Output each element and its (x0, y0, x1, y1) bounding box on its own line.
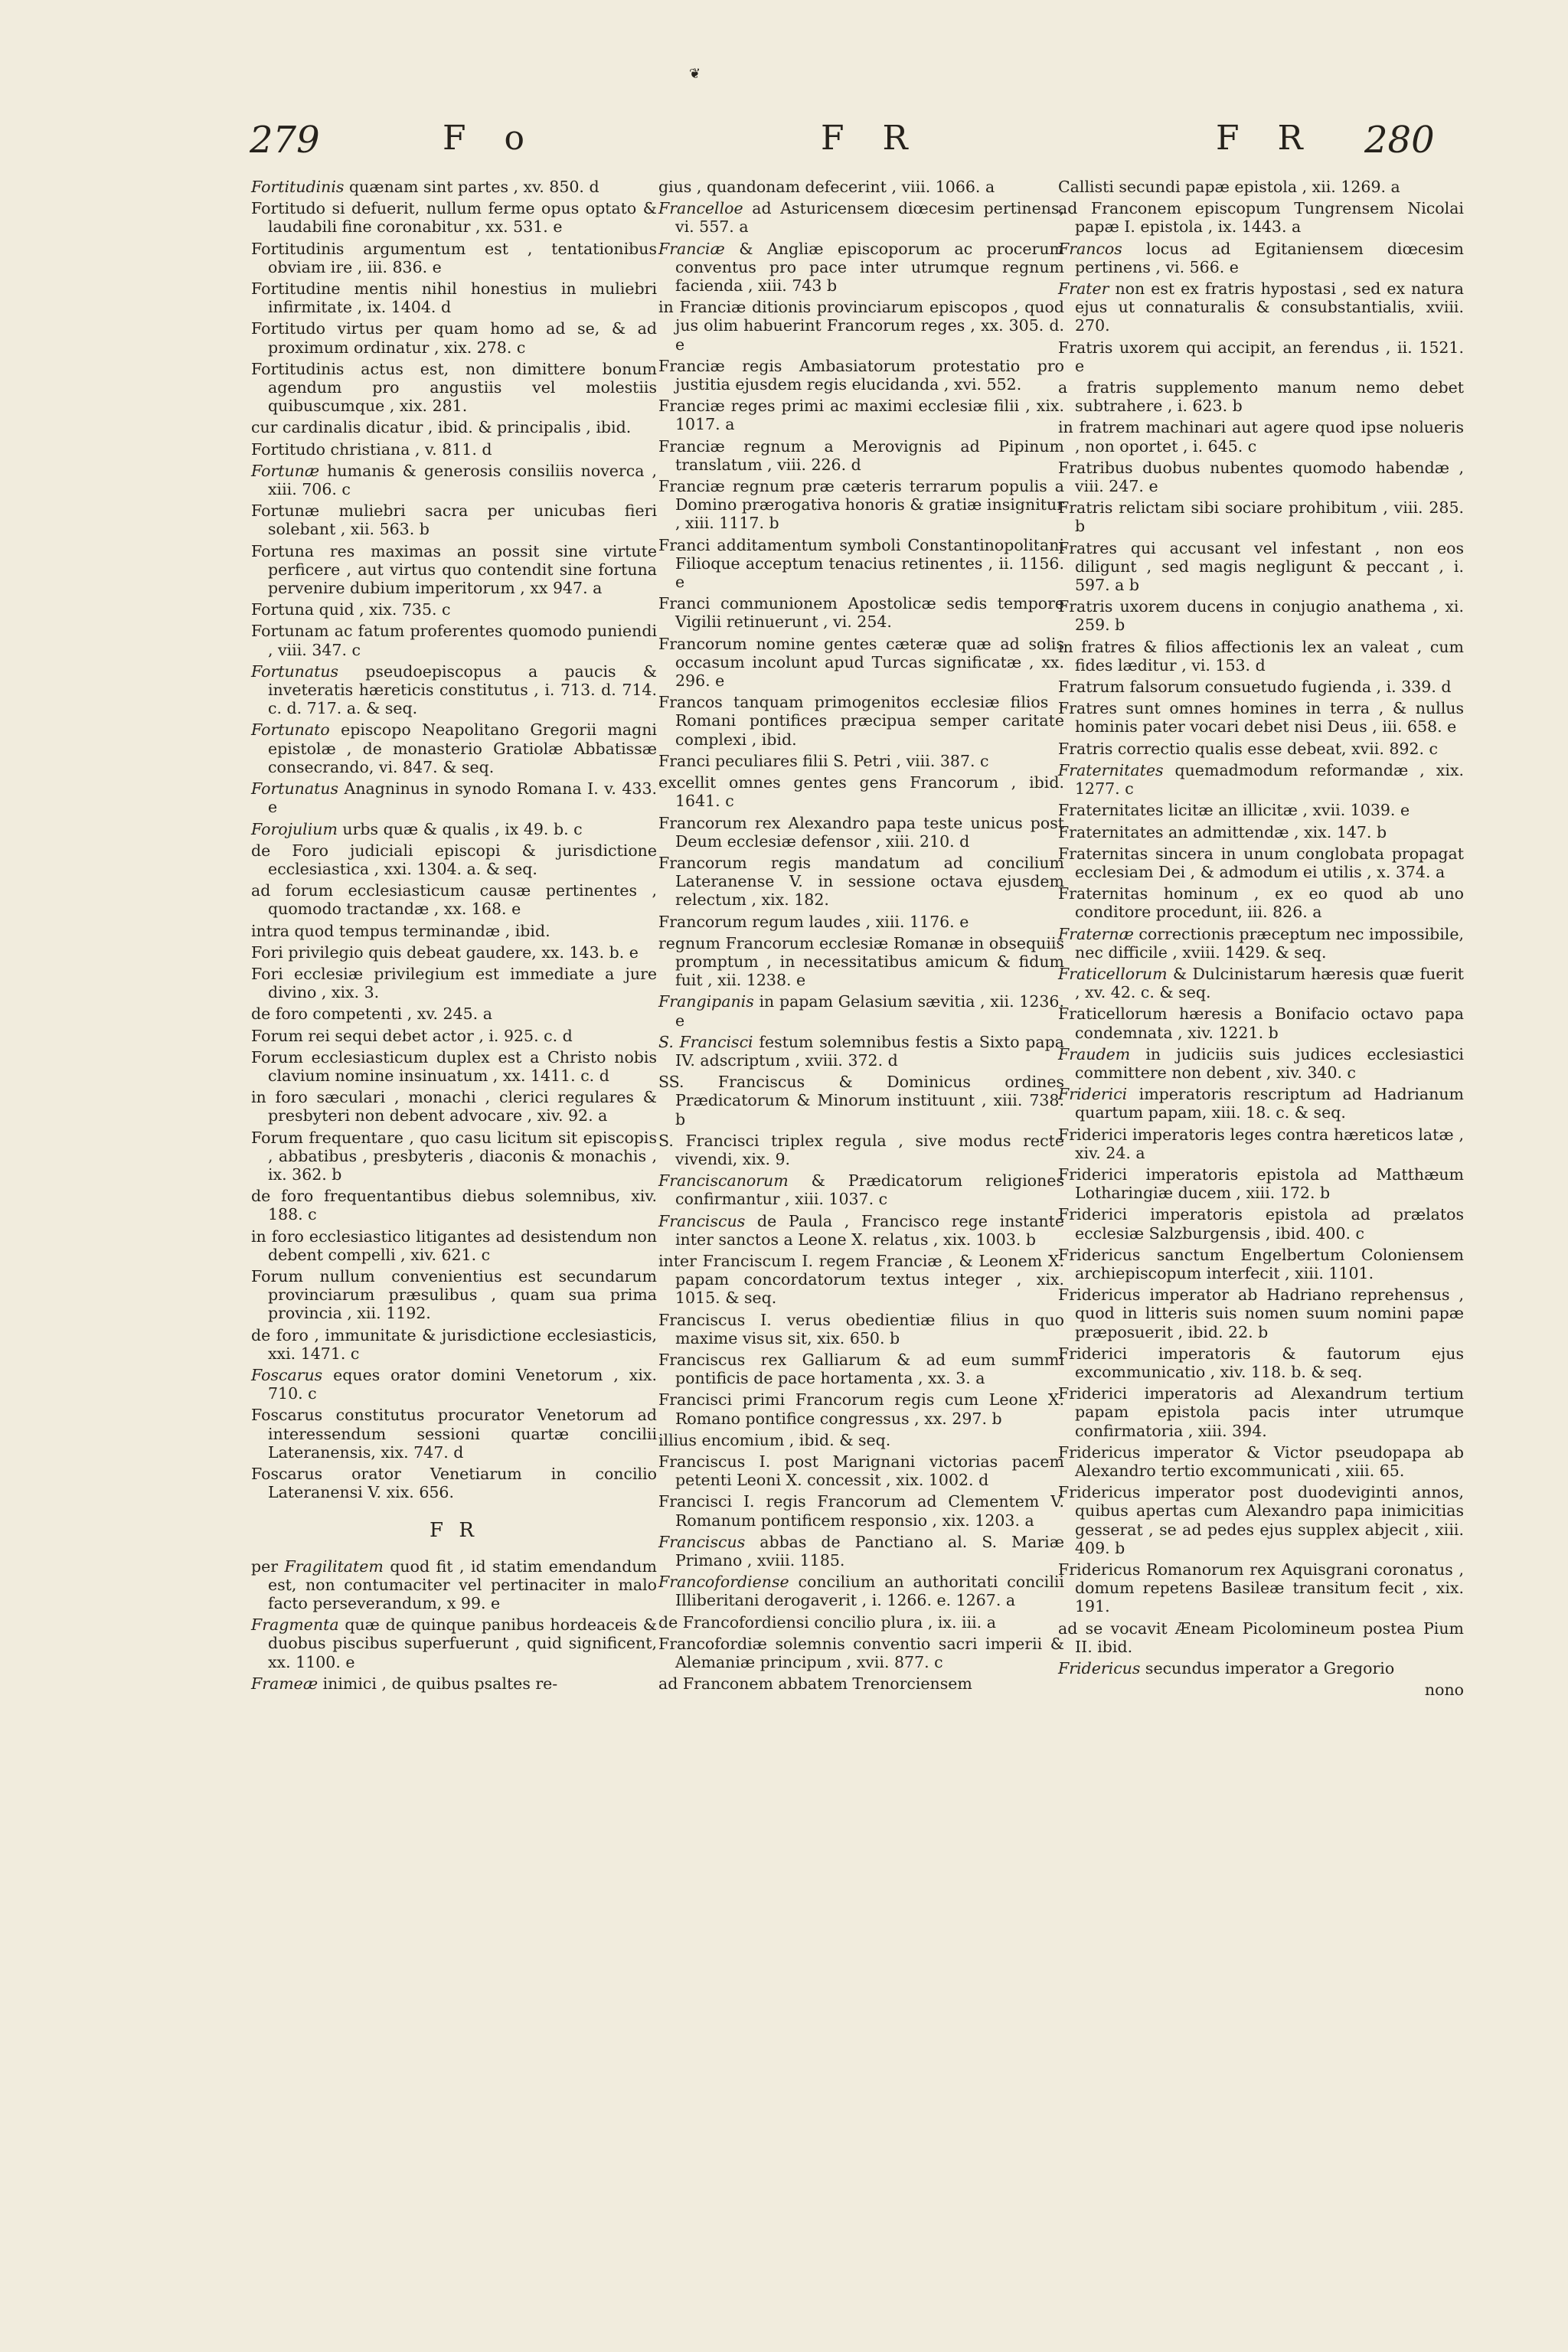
entry-text: Fratribus duobus nubentes quomodo habendæ , viii. 247. e (1058, 458, 1464, 496)
column-middle (658, 178, 1064, 1696)
entry-text: Fortunam ac fatum proferentes quomodo puniendi , viii. 347. c (251, 622, 657, 659)
index-entry (1058, 823, 1464, 841)
index-entry (658, 1252, 1064, 1308)
header-letters-middle: F R (821, 119, 922, 158)
index-entry (658, 536, 1064, 592)
index-entry (1058, 740, 1464, 758)
index-entry (251, 1465, 657, 1501)
index-entry (658, 1351, 1064, 1387)
entry-headword: Fortunatus (251, 662, 339, 681)
entry-headword: S. Francisci (658, 1032, 753, 1051)
entry-text: Fridericus imperator & Victor pseudopapa ab Alexandro tertio excommunicati , xiii. 65. (1058, 1442, 1464, 1480)
entry-text: Franci additamentum symboli Constantinopolitani Filioque acceptum tenacius retinentes , ii. 1156. e (658, 535, 1064, 592)
index-entry (251, 199, 657, 236)
index-entry (251, 1004, 657, 1023)
index-entry (251, 178, 657, 196)
entry-headword: Franciscus (658, 1532, 746, 1551)
index-entry (658, 693, 1064, 749)
entry-text: Fratris correctio qualis esse debeat, xvii. 892. c (1058, 739, 1439, 758)
entry-text: SS. Franciscus & Dominicus ordines Prædicatorum & Minorum instituunt , xiii. 738. b (658, 1073, 1064, 1129)
entry-text: Fortitudinis actus est, non dimittere bonum agendum pro angustiis vel molestiis quibuscumque , xix. 281. (251, 359, 657, 416)
entry-text: quænam sint partes , xv. 850. d (344, 178, 599, 196)
index-entry (251, 820, 657, 838)
index-entry (1058, 597, 1464, 634)
column-right-entries (1058, 178, 1464, 1677)
index-entry (1058, 761, 1464, 798)
entry-text: Francorum rex Alexandro papa teste unicus post Deum ecclesiæ defensor , xiii. 210. d (658, 813, 1064, 851)
ornament-icon: ❦ (689, 66, 701, 82)
index-entry (251, 1615, 657, 1671)
entry-text: Callisti secundi papæ epistola , xii. 1269. a (1058, 178, 1400, 196)
entry-headword: Francofordiense (658, 1573, 789, 1592)
entry-text: in fratrem machinari aut agere quod ipse nolueris , non oportet , i. 645. c (1058, 418, 1464, 456)
entry-text: & Dulcinistarum hæresis quæ fuerit , xv. 42. c. & seq. (1075, 964, 1464, 1002)
index-entry (251, 542, 657, 598)
index-entry (658, 1533, 1064, 1570)
entry-text: quod fit , id statim emendandum est, non contumaciter vel pertinaciter in malo facto perseverandum, x 99. e (268, 1557, 657, 1613)
entry-text: Fratris uxorem ducens in conjugio anathema , xi. 259. b (1058, 597, 1464, 635)
index-entry (1058, 1483, 1464, 1557)
index-entry (658, 854, 1064, 910)
entry-text: gius , quandonam defecerint , viii. 1066. a (658, 178, 995, 196)
entry-text: Foscarus orator Venetiarum in concilio Lateranensi V. xix. 656. (251, 1465, 657, 1502)
entry-text: Fraternitates licitæ an illicitæ , xvii. 1039. e (1058, 801, 1410, 820)
entry-text: intra quod tempus terminandæ , ibid. (251, 921, 550, 940)
index-entry (1058, 1619, 1464, 1656)
index-entry (1058, 178, 1464, 196)
entry-headword: Frater (1058, 279, 1109, 299)
entry-text: Fratris uxorem qui accipit, an ferendus , ii. 1521. e (1058, 338, 1464, 375)
entry-text: de Foro judiciali episcopi & jurisdictione ecclesiastica , xxi. 1304. a. & seq. (251, 841, 657, 878)
entry-text: Friderici imperatoris epistola ad prælatos ecclesiæ Salzburgensis , ibid. 400. c (1058, 1205, 1464, 1243)
page-number-right: 280 (1364, 119, 1435, 162)
index-entry (658, 752, 1064, 770)
entry-text: Fratres sunt omnes homines in terra , & nullus hominis pater vocari debet nisi Deus , iii. 658. e (1058, 699, 1464, 737)
page-number-left: 279 (250, 119, 320, 162)
entry-text: ad Franconem episcopum Tungrensem Nicolai papæ I. epistola , ix. 1443. a (1058, 199, 1464, 237)
entry-text: Francofordiæ solemnis conventio sacri imperii & Alemaniæ principum , xvii. 877. c (658, 1634, 1064, 1672)
index-entry (1058, 199, 1464, 236)
index-entry (251, 779, 657, 816)
index-entry (251, 600, 657, 619)
entry-text: Francorum regum laudes , xiii. 1176. e (658, 912, 969, 931)
index-entry (1058, 1384, 1464, 1440)
index-entry (1058, 378, 1464, 415)
index-entry (251, 943, 657, 962)
index-entry (251, 1674, 657, 1693)
entry-headword: Fraternitates (1058, 760, 1164, 779)
entry-text: quemadmodum reformandæ , xix. 1277. c (1075, 760, 1464, 799)
entry-text: Franciæ regis Ambasiatorum protestatio pro justitia ejusdem regis elucidanda , xvi. 552. (658, 356, 1064, 394)
entry-text: Francorum regis mandatum ad concilium Lateranense V. in sessione octava ejusdem relectum , xix. 182. (658, 853, 1064, 910)
header-letters-left: F o (443, 119, 539, 158)
entry-text: urbs quæ & qualis , ix 49. b. c (337, 819, 583, 838)
entry-text: Fratres qui accusant vel infestant , non eos diligunt , sed magis negligunt & peccant , i. 597. a b (1058, 538, 1464, 595)
column-left-entries-fr (251, 1557, 657, 1693)
entry-text: Fortuna res maximas an possit sine virtute perficere , aut virtus quo contendit sine fortuna pervenire dubium imperitorum , xx 947. a (251, 541, 657, 598)
index-entry (1058, 459, 1464, 495)
header-letters-right: F R (1216, 119, 1317, 158)
entry-text: imperatoris rescriptum ad Hadrianum quartum papam, xiii. 18. c. & seq. (1075, 1085, 1464, 1122)
entry-text: a fratris supplemento manum nemo debet subtrahere , i. 623. b (1058, 378, 1464, 416)
index-entry (1058, 678, 1464, 696)
index-entry (251, 462, 657, 498)
index-entry (658, 1635, 1064, 1671)
entry-text: regnum Francorum ecclesiæ Romanæ in obsequiis promptum , in necessitatibus amicum & fidum fuit , xii. 1238. e (658, 933, 1064, 990)
entry-text: Fortunæ muliebri sacra per unicubas fieri solebant , xii. 563. b (251, 501, 657, 539)
entry-text: Fraternitas sincera in unum conglobata propagat ecclesiam Dei , & admodum ei utilis , x. 374. a (1058, 844, 1464, 881)
index-entry (658, 199, 1064, 236)
entry-text: Fortitudo virtus per quam homo ad se, & ad proximum ordinatur , xix. 278. c (251, 319, 657, 357)
entry-headword: Fortunæ (251, 461, 320, 480)
entry-text: Fortitudo si defuerit, nullum ferme opus optato & laudabili fine coronabitur , xx. 531. e (251, 199, 657, 237)
index-entry (1058, 1085, 1464, 1122)
entry-text: secundus imperator a Gregorio (1140, 1659, 1395, 1678)
entry-text: concilium an authoritati concilii Illiberitani derogaverit , i. 1266. e. 1267. a (675, 1573, 1064, 1610)
index-entry (658, 773, 1064, 810)
entry-headword: Franciscanorum (658, 1171, 789, 1191)
entry-text: ad Asturicensem diœcesim pertinens, vi. 557. a (675, 199, 1064, 237)
index-entry (658, 1311, 1064, 1348)
entry-text: Forum rei sequi debet actor , i. 925. c. d (251, 1026, 573, 1045)
entry-text: in foro ecclesiastico litigantes ad desistendum non debent compelli , xiv. 621. c (251, 1227, 657, 1264)
index-entry (658, 913, 1064, 931)
entry-headword: Fragilitatem (284, 1557, 384, 1576)
index-entry (251, 319, 657, 356)
entry-text: Forum nullum convenientius est secundarum provinciarum præsulibus , quam sua prima provincia , xii. 1192. (251, 1266, 657, 1323)
entry-text: ad Franconem abbatem Trenorciensem (658, 1674, 972, 1694)
entry-text: Fraternitates an admittendæ , xix. 147. b (1058, 822, 1387, 841)
entry-text: & Angliæ episcoporum ac procerum conventus pro pace inter utrumque regnum facienda , xiii. 743 b (675, 239, 1064, 296)
index-entry (251, 418, 657, 436)
entry-text: Franci peculiares filii S. Petri , viii. 387. c (658, 751, 989, 770)
index-entry (251, 240, 657, 276)
index-entry (251, 440, 657, 459)
entry-text: Fori privilegio quis debeat gaudere, xx. 143. b. e (251, 942, 639, 962)
entry-text: Fridericus imperator post duodeviginti annos, quibus apertas cum Alexandro papa inimicitias gesserat , se ad pedes ejus supplex abjecit , xiii. 409. b (1058, 1483, 1464, 1557)
entry-text: Friderici imperatoris ad Alexandrum tertium papam epistola pacis inter utrumque confirmatoria , xiii. 394. (1058, 1384, 1464, 1440)
entry-text: Fortuna quid , xix. 735. c (251, 600, 451, 619)
index-entry (658, 298, 1064, 354)
index-entry (1058, 1560, 1464, 1616)
entry-text: Francisci primi Francorum regis cum Leone X. Romano pontifice congressus , xx. 297. b (658, 1390, 1064, 1428)
index-entry (658, 992, 1064, 1029)
index-entry (1058, 801, 1464, 819)
entry-text: Foscarus constitutus procurator Venetorum ad interessendum sessioni quartæ concilii Lateranensis, xix. 747. d (251, 1406, 657, 1462)
index-entry (251, 1326, 657, 1363)
index-entry (658, 1033, 1064, 1070)
entry-headword: Frangipanis (658, 992, 754, 1011)
index-entry (251, 360, 657, 416)
index-entry (251, 1406, 657, 1462)
index-entry (658, 1492, 1064, 1529)
index-entry (1058, 1125, 1464, 1162)
index-entry (251, 1027, 657, 1045)
entry-text: Forum frequentare , quo casu licitum sit episcopis , abbatibus , presbyteris , diaconis & monachis , ix. 362. b (251, 1128, 657, 1184)
index-entry (251, 662, 657, 718)
entry-text: in papam Gelasium sævitia , xii. 1236. e (675, 992, 1064, 1030)
index-entry (251, 279, 657, 316)
entry-headword: Forojulium (251, 819, 338, 838)
entry-text: Friderici imperatoris leges contra hæreticos latæ , xiv. 24. a (1058, 1125, 1464, 1162)
entry-text: Fratrum falsorum consuetudo fugienda , i. 339. d (1058, 678, 1452, 697)
entry-headword: Francelloe (658, 199, 743, 218)
entry-text: Friderici imperatoris epistola ad Matthæum Lotharingiæ ducem , xiii. 172. b (1058, 1165, 1464, 1203)
index-entry (1058, 240, 1464, 276)
index-entry (658, 477, 1064, 533)
index-entry (658, 934, 1064, 990)
entry-text: in Franciæ ditionis provinciarum episcopos , quod jus olim habuerint Francorum reges , xx. 305. d. e (658, 298, 1064, 354)
entry-text: de foro frequentantibus diebus solemnibus, xiv. 188. c (251, 1187, 657, 1224)
index-entry (251, 841, 657, 878)
index-entry (251, 1048, 657, 1085)
entry-text: de foro , immunitate & jurisdictione ecclesiasticis, xxi. 1471. c (251, 1325, 657, 1363)
entry-headword: Franciæ (658, 239, 725, 258)
index-entry (251, 881, 657, 918)
entry-text: illius encomium , ibid. & seq. (658, 1430, 891, 1449)
entry-text: episcopo Neapolitano Gregorii magni epistolæ , de monasterio Gratiolæ Abbatissæ consecrando, vi. 847. & seq. (268, 720, 657, 776)
index-entry (251, 1129, 657, 1184)
entry-text: Francisci I. regis Francorum ad Clementem V. Romanum pontificem responsio , xix. 1203. a (658, 1492, 1064, 1530)
entry-headword: Fortunato (251, 720, 330, 740)
entry-text: Friderici imperatoris & fautorum ejus excommunicatio , xiv. 118. b. & seq. (1058, 1344, 1464, 1381)
entry-text: abbas de Panctiano al. S. Mariæ Primano , xviii. 1185. (675, 1532, 1064, 1570)
index-entry (658, 1132, 1064, 1168)
index-entry (658, 397, 1064, 433)
entry-headword: Frameæ (251, 1674, 318, 1693)
index-entry (251, 622, 657, 658)
entry-text: inimici , de quibus psaltes re- (318, 1674, 558, 1693)
column-middle-entries (658, 178, 1064, 1693)
entry-headword: Foscarus (251, 1365, 323, 1384)
entry-text: Fraternitas hominum , ex eo quod ab uno conditore procedunt, iii. 826. a (1058, 884, 1464, 922)
index-entry (1058, 925, 1464, 962)
entry-text: Fori ecclesiæ privilegium est immediate a jure divino , xix. 3. (251, 964, 657, 1002)
entry-text: Fridericus sanctum Engelbertum Coloniensem archiepiscopum interfecit , xiii. 1101. (1058, 1245, 1464, 1282)
index-entry (1058, 1443, 1464, 1480)
entry-headword: Franciscus (658, 1211, 746, 1230)
index-entry (251, 501, 657, 538)
column-left (251, 178, 657, 1696)
index-entry (658, 1390, 1064, 1427)
entry-text: Anagninus in synodo Romana I. v. 433. e (268, 779, 657, 817)
index-entry (1058, 338, 1464, 375)
section-heading-fr: F R (430, 1519, 479, 1543)
index-entry (1058, 1045, 1464, 1082)
entry-headword: Fortitudinis (251, 178, 345, 196)
entry-text: S. Francisci triplex regula , sive modus recte vivendi, xix. 9. (658, 1131, 1064, 1168)
entry-text: Franciscus I. post Marignani victorias pacem petenti Leoni X. concessit , xix. 1002. d (658, 1452, 1064, 1490)
entry-headword: Fraudem (1058, 1044, 1131, 1063)
entry-text: de Paula , Francisco rege instante inter sanctos a Leone X. relatus , xix. 1003. b (675, 1211, 1064, 1249)
index-entry (1058, 844, 1464, 881)
index-entry (251, 1557, 657, 1613)
index-entry (658, 1674, 1064, 1693)
entry-text: Francorum nomine gentes cæteræ quæ ad solis occasum incolunt apud Turcas significatæ , xx. 296. e (658, 634, 1064, 691)
index-entry (658, 1212, 1064, 1249)
index-entry (658, 594, 1064, 631)
index-entry (658, 1171, 1064, 1208)
entry-text: eques orator domini Venetorum , xix. 710. c (268, 1365, 657, 1403)
index-entry (1058, 1004, 1464, 1041)
index-entry (1058, 699, 1464, 736)
column-left-entries (251, 178, 657, 1501)
index-entry (658, 1431, 1064, 1449)
entry-text: in fratres & filios affectionis lex an valeat , cum fides læditur , vi. 153. d (1058, 637, 1464, 675)
entry-text: ad se vocavit Æneam Picolomineum postea Pium II. ibid. (1058, 1619, 1464, 1656)
entry-text: in foro sæculari , monachi , clerici regulares & presbyteri non debent advocare , xiv. 92. a (251, 1088, 657, 1125)
index-entry (658, 240, 1064, 296)
index-entry (1058, 965, 1464, 1001)
entry-text: Franciæ regnum a Merovignis ad Pipinum translatum , viii. 226. d (658, 436, 1064, 474)
entry-text: Fridericus Romanorum rex Aquisgrani coronatus , domum repetens Basileæ transitum fecit , xix. 191. (1058, 1560, 1464, 1616)
entry-text: Fortitudinis argumentum est , tentationibus obviam ire , iii. 836. e (251, 239, 657, 276)
entry-headword: Friderici (1058, 1085, 1128, 1104)
entry-headword: Fortunatus (251, 779, 339, 799)
entry-text: in judiciis suis judices ecclesiastici committere non debent , xiv. 340. c (1075, 1044, 1464, 1082)
entry-headword: Francos (1058, 239, 1122, 258)
index-entry (658, 357, 1064, 394)
index-entry (1058, 539, 1464, 595)
entry-prefix: per (251, 1557, 285, 1576)
entry-text: ad forum ecclesiasticum causæ pertinentes , quomodo tractandæ , xx. 168. e (251, 881, 657, 919)
entry-text: Forum ecclesiasticum duplex est a Christo nobis clavium nomine insinuatum , xx. 1411. c. d (251, 1047, 657, 1085)
index-entry (1058, 1344, 1464, 1381)
index-entry (1058, 1659, 1464, 1677)
index-entry (1058, 418, 1464, 455)
entry-text: & Prædicatorum religiones confirmantur , xiii. 1037. c (675, 1171, 1064, 1209)
entry-headword: Fraternæ (1058, 924, 1134, 943)
entry-text: de Francofordiensi concilio plura , ix. iii. a (658, 1612, 996, 1632)
index-entry (1058, 638, 1464, 675)
entry-text: inter Franciscum I. regem Franciæ , & Leonem X. papam concordatorum textus integer , xix. 1015. & seq. (658, 1251, 1064, 1308)
entry-text: festum solemnibus festis a Sixto papa IV. adscriptum , xviii. 372. d (675, 1032, 1064, 1070)
entry-text: Fortitudine mentis nihil honestius in muliebri infirmitate , ix. 1404. d (251, 279, 657, 317)
entry-text: quæ de quinque panibus hordeaceis & duobus piscibus superfuerunt , quid significent, xx. 1100. e (268, 1615, 657, 1671)
index-entry (251, 965, 657, 1001)
entry-text: Franciæ regnum præ cæteris terrarum populis a Domino prærogativa honoris & gratiæ insignitur , xiii. 1117. b (658, 477, 1064, 533)
index-entry (658, 1073, 1064, 1129)
entry-text: Franci communionem Apostolicæ sedis tempore Vigilii retinuerunt , vi. 254. (658, 594, 1064, 632)
entry-text: de foro competenti , xv. 245. a (251, 1004, 492, 1024)
catchword: nono (1424, 1681, 1464, 1700)
index-entry (658, 178, 1064, 196)
index-entry (251, 1187, 657, 1223)
entry-text: correctionis præceptum nec impossibile, nec difficile , xviii. 1429. & seq. (1075, 924, 1464, 962)
index-entry (658, 814, 1064, 851)
index-entry (658, 1613, 1064, 1632)
entry-text: pseudoepiscopus a paucis & inveteratis hæreticis constitutus , i. 713. d. 714. c. d. 717. a. & seq. (268, 662, 657, 718)
entry-text: non est ex fratris hypostasi , sed ex natura ejus ut connaturalis & consubstantialis, xviii. 270. (1075, 279, 1464, 335)
entry-text: humanis & generosis consiliis noverca , xiii. 706. c (268, 461, 657, 499)
index-entry (251, 1227, 657, 1264)
entry-text: excellit omnes gentes gens Francorum , ibid. 1641. c (658, 773, 1064, 811)
index-entry (1058, 1246, 1464, 1282)
index-entry (1058, 498, 1464, 535)
index-entry (1058, 1285, 1464, 1341)
index-entry (658, 1452, 1064, 1489)
index-entry (1058, 279, 1464, 335)
index-entry (658, 437, 1064, 474)
index-entry (251, 720, 657, 776)
entry-text: Franciscus I. verus obedientiæ filius in quo maxime visus sit, xix. 650. b (658, 1310, 1064, 1348)
entry-headword: Fraticellorum (1058, 964, 1168, 983)
index-entry (1058, 1165, 1464, 1202)
entry-headword: Fragmenta (251, 1615, 339, 1635)
index-entry (251, 1267, 657, 1323)
index-entry (251, 1366, 657, 1403)
index-entry (251, 922, 657, 940)
entry-text: Franciscus rex Galliarum & ad eum summi pontificis de pace hortamenta , xx. 3. a (658, 1350, 1064, 1388)
index-entry (1058, 1205, 1464, 1242)
index-entry (658, 1573, 1064, 1609)
entry-text: locus ad Egitaniensem diœcesim pertinens , vi. 566. e (1075, 239, 1464, 276)
entry-headword: Fridericus (1058, 1659, 1141, 1678)
entry-text: Fridericus imperator ab Hadriano reprehensus , quod in litteris suis nomen suum nomini papæ præposuerit , ibid. 22. b (1058, 1285, 1464, 1341)
entry-text: Francos tanquam primogenitos ecclesiæ filios , Romani pontifices præcipua semper caritate complexi , ibid. (658, 693, 1064, 749)
entry-text: cur cardinalis dicatur , ibid. & principalis , ibid. (251, 418, 632, 437)
entry-text: Franciæ reges primi ac maximi ecclesiæ filii , xix. 1017. a (658, 397, 1064, 434)
index-entry (658, 635, 1064, 691)
entry-text: Fratris relictam sibi sociare prohibitum , viii. 285. b (1058, 498, 1464, 536)
entry-text: Fortitudo christiana , v. 811. d (251, 439, 492, 459)
index-entry (251, 1088, 657, 1125)
entry-text: Fraticellorum hæresis a Bonifacio octavo papa condemnata , xiv. 1221. b (1058, 1004, 1464, 1042)
index-entry (1058, 884, 1464, 921)
column-right (1058, 178, 1464, 1699)
